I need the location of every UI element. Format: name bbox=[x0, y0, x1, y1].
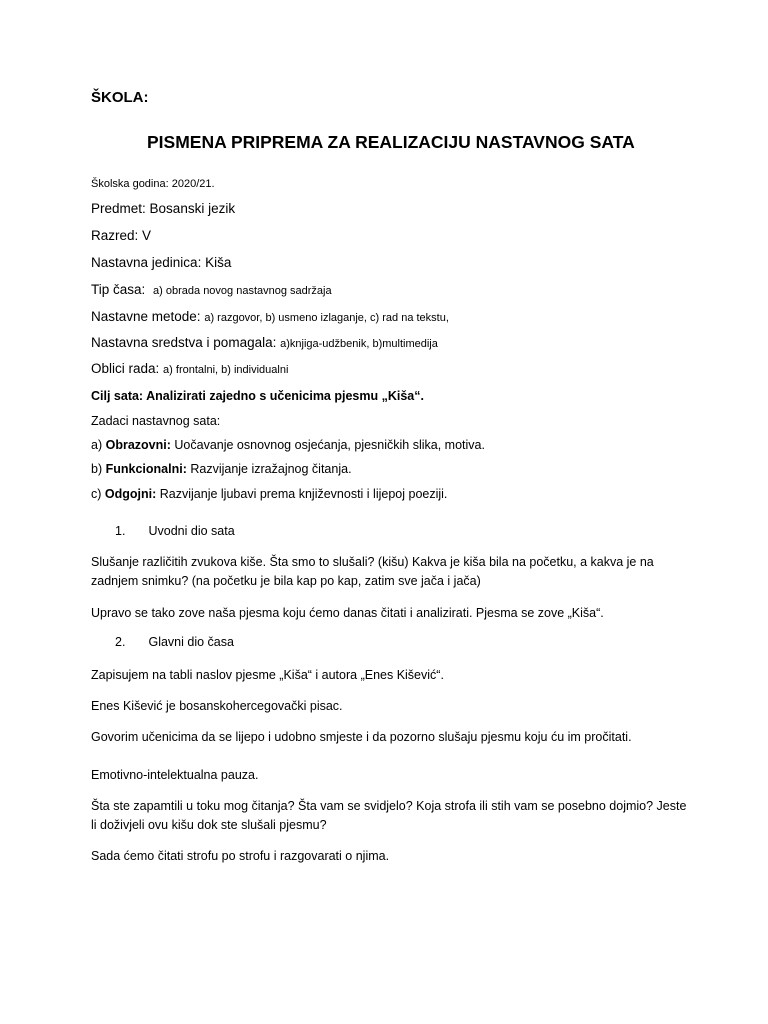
forms-row bbox=[91, 361, 288, 376]
intro-paragraph-1: Slušanje različitih zvukova kiše. Šta smo to slušali? (kišu) Kakva je kiša bila na početku, a kakva je na zadnjem snimku? (na početku je bila kap po kap, zatim sve jača i jača) bbox=[91, 555, 654, 588]
type-value: a) obrada novog nastavnog sadržaja bbox=[153, 285, 332, 297]
forms-value: a) frontalni, b) individualni bbox=[163, 364, 289, 376]
main-paragraph-2: Enes Kišević je bosanskohercegovački pisac. bbox=[91, 699, 343, 713]
grade-label: Razred: bbox=[91, 228, 139, 243]
type-row bbox=[91, 282, 332, 297]
section-heading-intro bbox=[115, 524, 235, 538]
section-number: 1. bbox=[115, 524, 126, 538]
subject-label: Predmet: bbox=[91, 201, 146, 216]
unit-value: Kiša bbox=[205, 255, 232, 270]
tasks-heading: Zadaci nastavnog sata: bbox=[91, 414, 221, 428]
main-paragraph-3: Govorim učenicima da se lijepo i udobno smjeste i da pozorno slušaju pjesmu koju ću im pročitati. bbox=[91, 730, 632, 744]
tools-value: a)knjiga-udžbenik, b)multimedija bbox=[280, 338, 438, 350]
methods-row bbox=[91, 309, 449, 324]
task-text: Razvijanje ljubavi prema književnosti i lijepoj poeziji. bbox=[159, 487, 448, 501]
task-item bbox=[91, 462, 352, 476]
main-paragraph-6: Sada ćemo čitati strofu po strofu i razgovarati o njima. bbox=[91, 849, 390, 863]
subject-row bbox=[91, 201, 235, 216]
section-heading-main bbox=[115, 635, 234, 649]
methods-label: Nastavne metode: bbox=[91, 309, 201, 324]
task-item bbox=[91, 487, 447, 501]
task-label: Odgojni: bbox=[104, 487, 157, 501]
type-label: Tip časa: bbox=[91, 282, 146, 297]
grade-value: V bbox=[142, 228, 152, 243]
main-paragraph-5: Šta ste zapamtili u toku mog čitanja? Šta vam se svidjelo? Koja strofa ili stih vam se posebno dojmio? Jeste li doživjeli ovu kišu dok ste slušali pjesmu? bbox=[91, 799, 687, 832]
tools-row bbox=[91, 335, 438, 350]
task-label: Obrazovni: bbox=[105, 438, 171, 452]
intro-paragraph-2: Upravo se tako zove naša pjesma koju ćemo danas čitati i analizirati. Pjesma se zove „Kiša“. bbox=[91, 606, 604, 620]
main-paragraph-4: Emotivno-intelektualna pauza. bbox=[91, 768, 259, 782]
main-paragraph-1: Zapisujem na tabli naslov pjesme „Kiša“ i autora „Enes Kišević“. bbox=[91, 668, 444, 682]
task-text: Razvijanje izražajnog čitanja. bbox=[190, 462, 352, 476]
unit-row bbox=[91, 255, 231, 270]
task-label: Funkcionalni: bbox=[105, 462, 187, 476]
forms-label: Oblici rada: bbox=[91, 361, 160, 376]
section-title: Glavni dio časa bbox=[148, 635, 234, 649]
methods-value: a) razgovor, b) usmeno izlaganje, c) rad na tekstu, bbox=[204, 312, 449, 324]
lesson-goal: Cilj sata: Analizirati zajedno s učenicima pjesmu „Kiša“. bbox=[91, 389, 424, 403]
task-text: Uočavanje osnovnog osjećanja, pjesničkih slika, motiva. bbox=[174, 438, 485, 452]
task-item bbox=[91, 438, 485, 452]
subject-value: Bosanski jezik bbox=[149, 201, 236, 216]
section-title: Uvodni dio sata bbox=[148, 524, 235, 538]
school-label: ŠKOLA: bbox=[91, 89, 149, 106]
section-number: 2. bbox=[115, 635, 126, 649]
tools-label: Nastavna sredstva i pomagala: bbox=[91, 335, 277, 350]
unit-label: Nastavna jedinica: bbox=[91, 255, 202, 270]
grade-row bbox=[91, 228, 151, 243]
task-prefix: c) bbox=[91, 487, 102, 501]
school-year: Školska godina: 2020/21. bbox=[91, 178, 215, 190]
document-title: PISMENA PRIPREMA ZA REALIZACIJU NASTAVNOG SATA bbox=[147, 132, 635, 152]
task-prefix: a) bbox=[91, 438, 103, 452]
task-prefix: b) bbox=[91, 462, 103, 476]
